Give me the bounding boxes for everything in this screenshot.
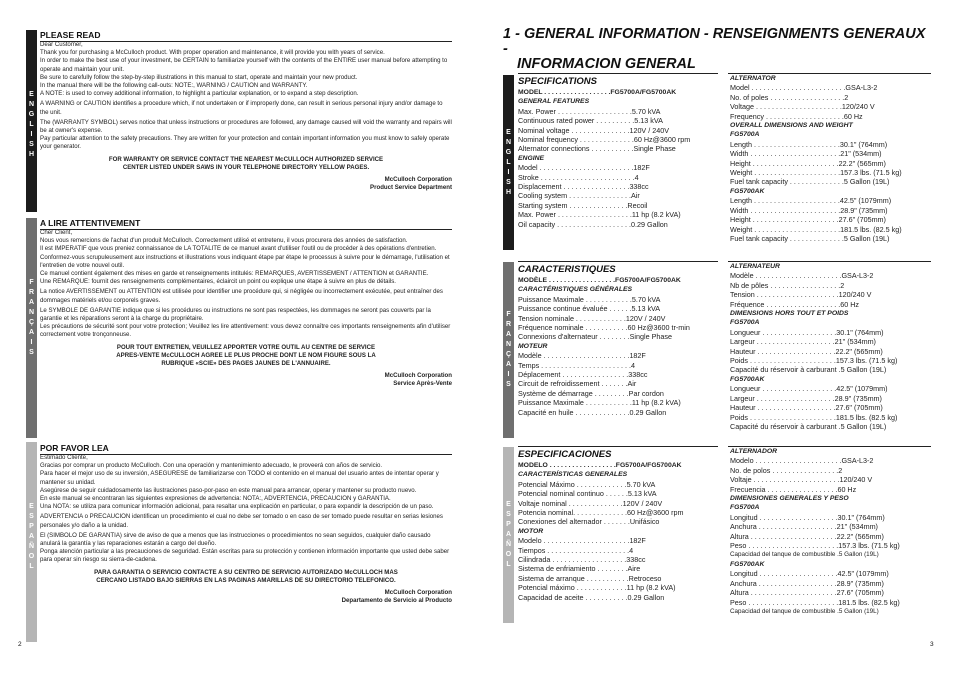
espanol-spec-line: Capacidad del tanque de combustible .5 Gallon (19L)	[730, 551, 879, 559]
english-spec-line: Cooling system . . . . . . . . . . . . . . . .Air	[518, 191, 640, 201]
francais-spec-line: Circuit de refroidissement . . . . . . .Air	[518, 379, 637, 389]
espanol-spec-line: Voltaje . . . . . . . . . . . . . . . . . . . . . .120/240 V	[730, 475, 873, 485]
english-spec-line: FG5700AK	[730, 187, 765, 195]
english-spec-line: Height . . . . . . . . . . . . . . . . . . . . . .22.2" (565mm)	[730, 158, 886, 168]
francais-center-line: RUBRIQUE «SCIE» DES PAGES JAUNES DE L'ANNUAIRE.	[161, 360, 331, 368]
francais-tab-letter: A	[28, 329, 35, 336]
english-spec-line: Height . . . . . . . . . . . . . . . . . . . . . .27.6" (705mm)	[730, 215, 886, 225]
english-sign: Product Service Department	[370, 184, 452, 192]
english-heading: PLEASE READ	[40, 30, 452, 42]
english-tab	[26, 30, 37, 212]
francais-spec-line: Longueur . . . . . . . . . . . . . . . . . . .30.1" (764mm)	[730, 327, 884, 337]
espanol-body	[40, 454, 452, 605]
english-tab-letter: H	[28, 151, 35, 158]
english-tab-letter: G	[28, 111, 35, 118]
francais-spec-line: Puissance Maximale . . . . . . . . . . . .11 hp (8.2 kVA)	[518, 398, 681, 408]
espanol-line: Estimado Cliente,	[40, 454, 88, 461]
espanol-spec-line: Cilindrada . . . . . . . . . . . . . . . . . . .338cc	[518, 555, 646, 565]
francais-spec-line: Poids . . . . . . . . . . . . . . . . . . . . . .157.3 lbs. (71.5 kg)	[730, 356, 898, 366]
francais-tab-letter: F	[29, 279, 34, 286]
english-tab-letter: L	[29, 121, 34, 128]
english-spec-line: Continuous rated power . . . . . . . . . .5.13 kVA	[518, 116, 663, 126]
espanol-tab-letter: E	[29, 503, 34, 510]
francais-spec-tab-letter: F	[506, 311, 511, 318]
espanol-spec-heading: ESPECIFICACIONES	[518, 446, 718, 460]
espanol-spec-line: Capacidad del tanque de combustible .5 Gallon (19L)	[730, 607, 879, 615]
english-spec-line: Voltage . . . . . . . . . . . . . . . . . . . . . .120/240 V	[730, 102, 875, 112]
francais-spec-line: Connexions d'alternateur . . . . . . . .Single Phase	[518, 332, 672, 342]
espanol-spec-line: Modelo . . . . . . . . . . . . . . . . . . . . . .GSA-L3-2	[730, 456, 874, 466]
english-spec-right	[730, 74, 902, 243]
english-spec-line: Max. Power . . . . . . . . . . . . . . . . . . .11 hp (8.2 kVA)	[518, 210, 681, 220]
espanol-spec-line: Longitud . . . . . . . . . . . . . . . . . . . .42.5" (1079mm)	[730, 569, 889, 579]
espanol-spec-line: Altura . . . . . . . . . . . . . . . . . . . . . .22.2" (565mm)	[730, 531, 884, 541]
francais-line: Conformez-vous scrupuleusement aux instructions et illustrations vous indiquant étape par étape le processus à suivre pour le démarrage, l'utilisation et l'entretien de votre nouvel outil.	[40, 253, 450, 269]
espanol-tab-letter: L	[29, 563, 34, 570]
francais-spec-tab-letter: Ç	[505, 351, 512, 358]
english-spec-line: OVERALL DIMENSIONS AND WEIGHT	[730, 122, 853, 130]
francais-spec-line: Système de démarrage . . . . . . . . .Par cordon	[518, 388, 664, 398]
espanol-line: En este manual se encontraran las siguientes expresiones de advertencia: NOTA:, ADVERTENCIA, PRECAUCION y GARANTIA.	[40, 495, 391, 503]
francais-spec-line: Puissance continue évaluée . . . . . .5.13 kVA	[518, 304, 661, 314]
francais-spec-line: Modèle . . . . . . . . . . . . . . . . . . . . . .182F	[518, 351, 646, 361]
english-line: A NOTE: is used to convey additional information, to highlight a particular explanation, or to expand a step description.	[40, 90, 359, 98]
english-spec-line: Nominal frequency . . . . . . . . . . . . . .60 Hz@3600 rpm	[518, 135, 691, 145]
espanol-spec-right	[730, 447, 900, 616]
espanol-tab-letter: Ñ	[28, 543, 35, 550]
francais-line: Une REMARQUE: fournit des renseignements complémentaires, éclaircit un point ou explique une étape à suivre en plus de détails.	[40, 278, 396, 286]
english-sign: McCulloch Corporation	[384, 176, 452, 184]
francais-spec-left	[518, 276, 690, 417]
espanol-heading: POR FAVOR LEA	[40, 443, 452, 455]
espanol-spec-line: Longitud . . . . . . . . . . . . . . . . . . . .30.1" (764mm)	[730, 512, 885, 522]
francais-tab-letter: Ç	[28, 319, 35, 326]
english-spec-line: ENGINE	[518, 154, 545, 162]
francais-spec-line: Nb de pôles . . . . . . . . . . . . . . . . . .2	[730, 280, 845, 290]
francais-spec-tab-letter: I	[507, 371, 510, 378]
francais-spec-tab-letter: A	[505, 331, 512, 338]
espanol-spec-tab-letter: A	[505, 531, 512, 538]
page-number-right: 3	[930, 641, 934, 648]
francais-line: Nous vous remercions de l'achat d'un produit McCulloch. Correctement utilisé et entretenu, il vous procurera des années de satisfaction.	[40, 237, 408, 245]
english-spec-line: Max. Power . . . . . . . . . . . . . . . . . . .5.70 kVA	[518, 106, 661, 116]
espanol-spec-line: Potencia nominal. . . . . . . . . . . . . .60 Hz@3600 rpm	[518, 508, 684, 518]
francais-spec-line: Fréquence nominale . . . . . . . . . . .60 Hz@3600 tr-min	[518, 323, 690, 333]
espanol-sign: McCulloch Corporation	[384, 589, 452, 597]
english-line: Be sure to carefully follow the step-by-step illustrations in this manual to start, operate and maintain your new product.	[40, 73, 358, 81]
francais-spec-line: MODÈLE . . . . . . . . . . . . . . . . . .FG5700A/FG5700AK	[518, 277, 681, 284]
espanol-line: Asegúrese de seguir cuidadosamente las ilustraciones paso-por-paso en este manual para arrancar, operar y mantener su producto nuevo.	[40, 486, 417, 494]
francais-line: Cher Client,	[40, 229, 73, 236]
english-spec-tab-letter: I	[507, 168, 510, 176]
english-spec-tab-letter: S	[506, 178, 511, 186]
espanol-line: Una NOTA: se utiliza para comunicar información adicional, para resaltar una explicación en particular, o para expandir la descripción de un paso.	[40, 503, 434, 511]
francais-spec-line: Déplacement . . . . . . . . . . . . . . . . .338cc	[518, 370, 648, 380]
francais-spec-line: Largeur . . . . . . . . . . . . . . . . . . . .21" (534mm)	[730, 337, 876, 347]
espanol-tab	[26, 442, 37, 642]
english-tab-letter: N	[28, 101, 35, 108]
espanol-spec-left	[518, 461, 684, 602]
francais-spec-line: DIMENSIONS HORS TOUT ET POIDS	[730, 310, 849, 318]
espanol-spec-line: Sistema de enfriamiento . . . . . . . .Aire	[518, 564, 641, 574]
english-spec-heading: SPECIFICATIONS	[518, 73, 718, 87]
espanol-spec-line: Peso . . . . . . . . . . . . . . . . . . . . . . .181.5 lbs. (82.5 kg)	[730, 597, 900, 607]
english-spec-line: ALTERNATOR	[730, 75, 776, 82]
espanol-spec-tab-letter: E	[506, 501, 511, 508]
page-title	[503, 27, 933, 72]
espanol-spec-tab-letter: P	[506, 521, 511, 528]
espanol-tab-letter: A	[28, 533, 35, 540]
espanol-spec-line: FG5700AK	[730, 560, 765, 568]
espanol-center-line: PARA GARANTIA O SERVICIO CONTACTE A SU CENTRO DE SERVICIO AUTORIZADO McCULLOCH MAS	[94, 568, 398, 576]
english-spec-line: Starting system . . . . . . . . . . . . . . .Recoil	[518, 200, 648, 210]
francais-spec-line: Temps . . . . . . . . . . . . . . . . . . . . . . .4	[518, 360, 636, 370]
francais-spec-line: FG5700AK	[730, 375, 765, 383]
espanol-spec-line: DIMENSIONES GENERALES Y PESO	[730, 495, 849, 503]
espanol-tab-letter: P	[29, 523, 34, 530]
english-spec-tab-letter: N	[505, 138, 512, 146]
francais-tab-letter: R	[28, 289, 35, 296]
english-spec-line: No. of poles . . . . . . . . . . . . . . . . . . .2	[730, 92, 849, 102]
english-tab-letter: S	[29, 141, 34, 148]
francais-spec-line: Poids . . . . . . . . . . . . . . . . . . . . . .181.5 lbs. (82.5 kg)	[730, 412, 898, 422]
francais-line: Ce manuel contient également des mises en garde et renseignements intitulés: REMARQUES, AVERTISSEMENT / ATTENTION et GARANTIE.	[40, 270, 429, 278]
english-line: A WARNING or CAUTION identifies a procedure which, if not undertaken or if improperly done, can result in serious personal injury and/or damage to the unit.	[40, 100, 443, 116]
francais-heading: A LIRE ATTENTIVEMENT	[40, 218, 452, 230]
francais-tab	[26, 218, 37, 438]
francais-spec-line: ALTERNATEUR	[730, 263, 780, 270]
english-spec-tab-letter: G	[505, 148, 512, 156]
espanol-spec-tab-letter: L	[506, 561, 511, 568]
espanol-spec-tab-letter: Ñ	[505, 541, 512, 548]
english-line: Dear Customer,	[40, 41, 83, 48]
espanol-center-line: CERCANO LISTADO BAJO SIERRAS EN LAS PAGINAS AMARILLAS DE SU DIRECTORIO TELEFONICO.	[96, 576, 396, 584]
francais-spec-line: Puissance Maximale . . . . . . . . . . . .5.70 kVA	[518, 294, 661, 304]
francais-tab-letter: I	[30, 339, 33, 346]
francais-spec-line: Modèle . . . . . . . . . . . . . . . . . . . . . .GSA-L3-2	[730, 271, 874, 281]
english-spec-line: Width . . . . . . . . . . . . . . . . . . . . . . .21" (534mm)	[730, 149, 882, 159]
page-title-line: INFORMACION GENERAL	[517, 56, 696, 72]
english-spec-line: Displacement . . . . . . . . . . . . . . . . .338cc	[518, 182, 649, 192]
francais-sign: Service Après-Vente	[393, 380, 452, 388]
francais-center-line: POUR TOUT ENTRETIEN, VEUILLEZ APPORTER VOTRE OUTIL AU CENTRE DE SERVICE	[116, 343, 376, 351]
english-line: In order to make the best use of your investment, be CERTAIN to familiarize yourself with the contents of the ENTIRE user manual before attempting to operate and maintain your unit.	[40, 57, 448, 73]
english-spec-line: GENERAL FEATURES	[518, 98, 590, 106]
english-spec-line: Alternator connections . . . . . . . . . . .Single Phase	[518, 144, 676, 154]
english-spec-tab-letter: E	[506, 128, 511, 136]
espanol-spec-line: FG5700A	[730, 504, 760, 512]
espanol-spec-line: Conexiones del alternador . . . . . . .Unifásico	[518, 517, 660, 527]
espanol-spec-line: Frecuencia . . . . . . . . . . . . . . . . . .60 Hz	[730, 484, 857, 494]
espanol-spec-line: Voltaje nominal . . . . . . . . . . . . . .120V / 240V	[518, 498, 663, 508]
espanol-spec-tab	[503, 447, 514, 623]
english-line: Pay particular attention to the safety precautions. They are written for your protection and contain important information you must know to safely operate your generator.	[40, 135, 450, 151]
english-spec-line: Weight . . . . . . . . . . . . . . . . . . . . . .181.5 lbs. (82.5 kg)	[730, 224, 902, 234]
espanol-spec-line: CARACTERÍSTICAS GENERALES	[518, 471, 628, 479]
english-spec-line: Length . . . . . . . . . . . . . . . . . . . . . .42.5" (1079mm)	[730, 196, 892, 206]
espanol-line: El (SIMBOLO DE GARANTIA) sirve de aviso de que a menos que las instrucciones o procedimientos no sean seguidos, cualquier daño causado anulará la garantía y las reparaciones estarán a cargo del dueño.	[40, 531, 431, 548]
espanol-spec-line: Potencial máximo . . . . . . . . . . . . .11 hp (8.2 kVA)	[518, 583, 676, 593]
francais-spec-line: FG5700A	[730, 319, 760, 327]
francais-line: Les précautions de sécurité sont pour votre protection; Veuillez les lire attentivement: vous devez connaître ces importants renseignements afin d'utiliser correctement votre tronçonneuse.	[40, 323, 451, 339]
francais-spec-line: Capacité en huile . . . . . . . . . . . . . .0.29 Gallon	[518, 407, 667, 417]
espanol-spec-line: Altura . . . . . . . . . . . . . . . . . . . . . .27.6" (705mm)	[730, 588, 884, 598]
espanol-line: Gracias por comprar un producto McCulloch. Con una operación y mantenimiento adecuado, le proveerá con años de servicio.	[40, 462, 383, 470]
espanol-spec-line: Tiempos . . . . . . . . . . . . . . . . . . . . .4	[518, 545, 634, 555]
francais-spec-line: Tension nominale . . . . . . . . . . . . .120V / 240V	[518, 313, 666, 323]
english-spec-line: Length . . . . . . . . . . . . . . . . . . . . . .30.1" (764mm)	[730, 139, 888, 149]
english-spec-line: Frequency . . . . . . . . . . . . . . . . . . . .60 Hz	[730, 111, 863, 121]
francais-tab-letter: N	[28, 309, 35, 316]
english-spec-line: Weight . . . . . . . . . . . . . . . . . . . . . .157.3 lbs. (71.5 kg)	[730, 168, 902, 178]
espanol-spec-tab-letter: S	[506, 511, 511, 518]
francais-line: Il est IMPERATIF que vous preniez connaissance de LA TOTALITE de ce manuel avant d'utiliser l'outil ou de procéder à des opérations d'entretien.	[40, 245, 437, 253]
francais-spec-line: Hauteur . . . . . . . . . . . . . . . . . . . .27.6" (705mm)	[730, 403, 883, 413]
english-tab-letter: I	[30, 131, 33, 138]
espanol-tab-letter: O	[28, 553, 35, 560]
espanol-spec-line: Sistema de arranque . . . . . . . . . . .Retroceso	[518, 573, 662, 583]
francais-spec-tab-letter: N	[505, 341, 512, 348]
francais-spec-line: Largeur . . . . . . . . . . . . . . . . . . . .28.9" (735mm)	[730, 393, 882, 403]
page-title-line: 1 - GENERAL INFORMATION - RENSEIGNMENTS GENERAUX -	[503, 26, 926, 57]
espanol-spec-line: Potencial nominal continuo . . . . . .5.13 kVA	[518, 489, 657, 499]
francais-spec-line: Capacité du réservoir à carburant .5 Gallon (19L)	[730, 365, 887, 375]
espanol-line: Ponga atención particular a las precauciones de seguridad. Están escritas para su protección y contienen información importante que usted debe saber para operar sin riesgo su sierra-de-cadena.	[40, 548, 450, 564]
english-spec-line: Model . . . . . . . . . . . . . . . . . . . . . . . .GSA-L3-2	[730, 83, 878, 93]
english-line: Thank you for purchasing a McCulloch product. With proper operation and maintenance, it will provide you with years of service.	[40, 49, 385, 57]
espanol-line: ADVERTENCIA o PRECAUCION identifican un procedimiento el cual no debe ser tomado o en caso de ser tomado puede resultar en serias lesiones personales y/o daño a la unidad.	[40, 513, 443, 529]
english-line: In the manual there will be the following call-outs: NOTE:, WARNING / CAUTION and WARRANTY.	[40, 82, 308, 90]
espanol-line: Para hacer el mejor uso de su inversión, ASEGURESE de familiarizarse con TODO el contenido en el manual del usuario antes de intentar operar y mantener su unidad.	[40, 470, 439, 486]
francais-center-line: APRES-VENTE McCULLOCH AGREE LE PLUS PROCHE DONT LE NOM FIGURE SOUS LA	[116, 351, 376, 359]
english-center-line: FOR WARRANTY OR SERVICE CONTACT THE NEAREST McCULLOCH AUTHORIZED SERVICE	[108, 155, 384, 163]
francais-spec-line: Longueur . . . . . . . . . . . . . . . . . . .42.5" (1079mm)	[730, 384, 888, 394]
espanol-spec-line: MOTOR	[518, 527, 544, 535]
english-spec-line: Width . . . . . . . . . . . . . . . . . . . . . . .28.9" (735mm)	[730, 205, 888, 215]
francais-spec-tab	[503, 262, 514, 438]
english-spec-line: MODEL . . . . . . . . . . . . . . . . . .FG5700A/FG5700AK	[518, 89, 677, 96]
espanol-spec-line: Capacidad de aceite . . . . . . . . . . .0.29 Gallon	[518, 592, 665, 602]
espanol-spec-line: No. de polos . . . . . . . . . . . . . . . . .2	[730, 465, 843, 475]
espanol-spec-tab-letter: O	[505, 551, 512, 558]
english-tab-letter: E	[29, 91, 34, 98]
francais-line: Le SYMBOLE DE GARANTIE indique que si les procédures ou instructions ne sont pas respectées, les dommages ne seront pas couverts par la garantie et les réparations seront à la charge du propriétaire.	[40, 306, 431, 323]
english-spec-tab	[503, 75, 514, 250]
english-body	[40, 41, 452, 192]
espanol-spec-line: Potencial Máximo . . . . . . . . . . . . .5.70 kVA	[518, 479, 656, 489]
francais-spec-line: Capacité du réservoir à carburant .5 Gallon (19L)	[730, 421, 887, 431]
english-line: The (WARRANTY SYMBOL) serves notice that unless instructions or procedures are followed, any damage caused will void the warranty and repairs will be at owner's expense.	[40, 118, 452, 135]
espanol-spec-line: ALTERNADOR	[730, 448, 778, 455]
english-spec-tab-letter: H	[505, 188, 512, 196]
francais-spec-line: Tension . . . . . . . . . . . . . . . . . . . . .120/240 V	[730, 290, 872, 300]
francais-sign: McCulloch Corporation	[384, 372, 452, 380]
francais-body	[40, 229, 452, 389]
francais-spec-tab-letter: A	[505, 361, 512, 368]
english-spec-left	[518, 88, 690, 229]
espanol-sign: Departamento de Servicio al Producto	[341, 597, 452, 605]
espanol-tab-letter: S	[29, 513, 34, 520]
english-spec-line: Oil capacity . . . . . . . . . . . . . . . . . . .0.29 Gallon	[518, 219, 668, 229]
espanol-spec-line: Modelo . . . . . . . . . . . . . . . . . . . . . .182F	[518, 536, 646, 546]
francais-spec-heading: CARACTERISTIQUES	[518, 261, 718, 275]
page-number-left: 2	[18, 641, 22, 648]
english-spec-line: Model . . . . . . . . . . . . . . . . . . . . . . . .182F	[518, 163, 650, 173]
francais-spec-line: Hauteur . . . . . . . . . . . . . . . . . . . .22.2" (565mm)	[730, 346, 883, 356]
english-spec-line: Fuel tank capacity . . . . . . . . . . . . . .5 Gallon (19L)	[730, 177, 890, 187]
english-spec-line: Nominal voltage . . . . . . . . . . . . . . .120V / 240V	[518, 125, 670, 135]
francais-spec-line: Fréquence . . . . . . . . . . . . . . . . . . .60 Hz	[730, 299, 860, 309]
francais-tab-letter: A	[28, 299, 35, 306]
english-spec-line: FG5700A	[730, 131, 760, 139]
espanol-spec-line: Peso . . . . . . . . . . . . . . . . . . . . . . .157.3 lbs. (71.5 kg)	[730, 541, 900, 551]
francais-spec-line: MOTEUR	[518, 342, 548, 350]
english-spec-tab-letter: L	[506, 158, 511, 166]
francais-spec-right	[730, 262, 897, 431]
espanol-spec-line: Anchura . . . . . . . . . . . . . . . . . . . .28.9" (735mm)	[730, 578, 884, 588]
english-spec-line: Stroke . . . . . . . . . . . . . . . . . . . . . . . .4	[518, 172, 639, 182]
espanol-spec-line: MODELO . . . . . . . . . . . . . . . . . .FG5700A/FG5700AK	[518, 462, 682, 469]
english-spec-line: Fuel tank capacity . . . . . . . . . . . . . .5 Gallon (19L)	[730, 233, 890, 243]
espanol-spec-line: Anchura . . . . . . . . . . . . . . . . . . . .21" (534mm)	[730, 522, 878, 532]
english-center-line: CENTER LISTED UNDER SAWS IN YOUR TELEPHONE DIRECTORY YELLOW PAGES.	[122, 163, 370, 171]
francais-spec-tab-letter: S	[506, 381, 511, 388]
francais-line: La notice AVERTISSEMENT ou ATTENTION est utilisée pour identifier une procédure qui, si négligée ou incorrectement exécutée, peut entraîner des dommages matériels et/ou corporels graves.	[40, 288, 443, 304]
francais-spec-tab-letter: R	[505, 321, 512, 328]
francais-spec-line: CARACTÉRISTIQUES GÉNÉRALES	[518, 286, 633, 294]
francais-tab-letter: S	[29, 349, 34, 356]
